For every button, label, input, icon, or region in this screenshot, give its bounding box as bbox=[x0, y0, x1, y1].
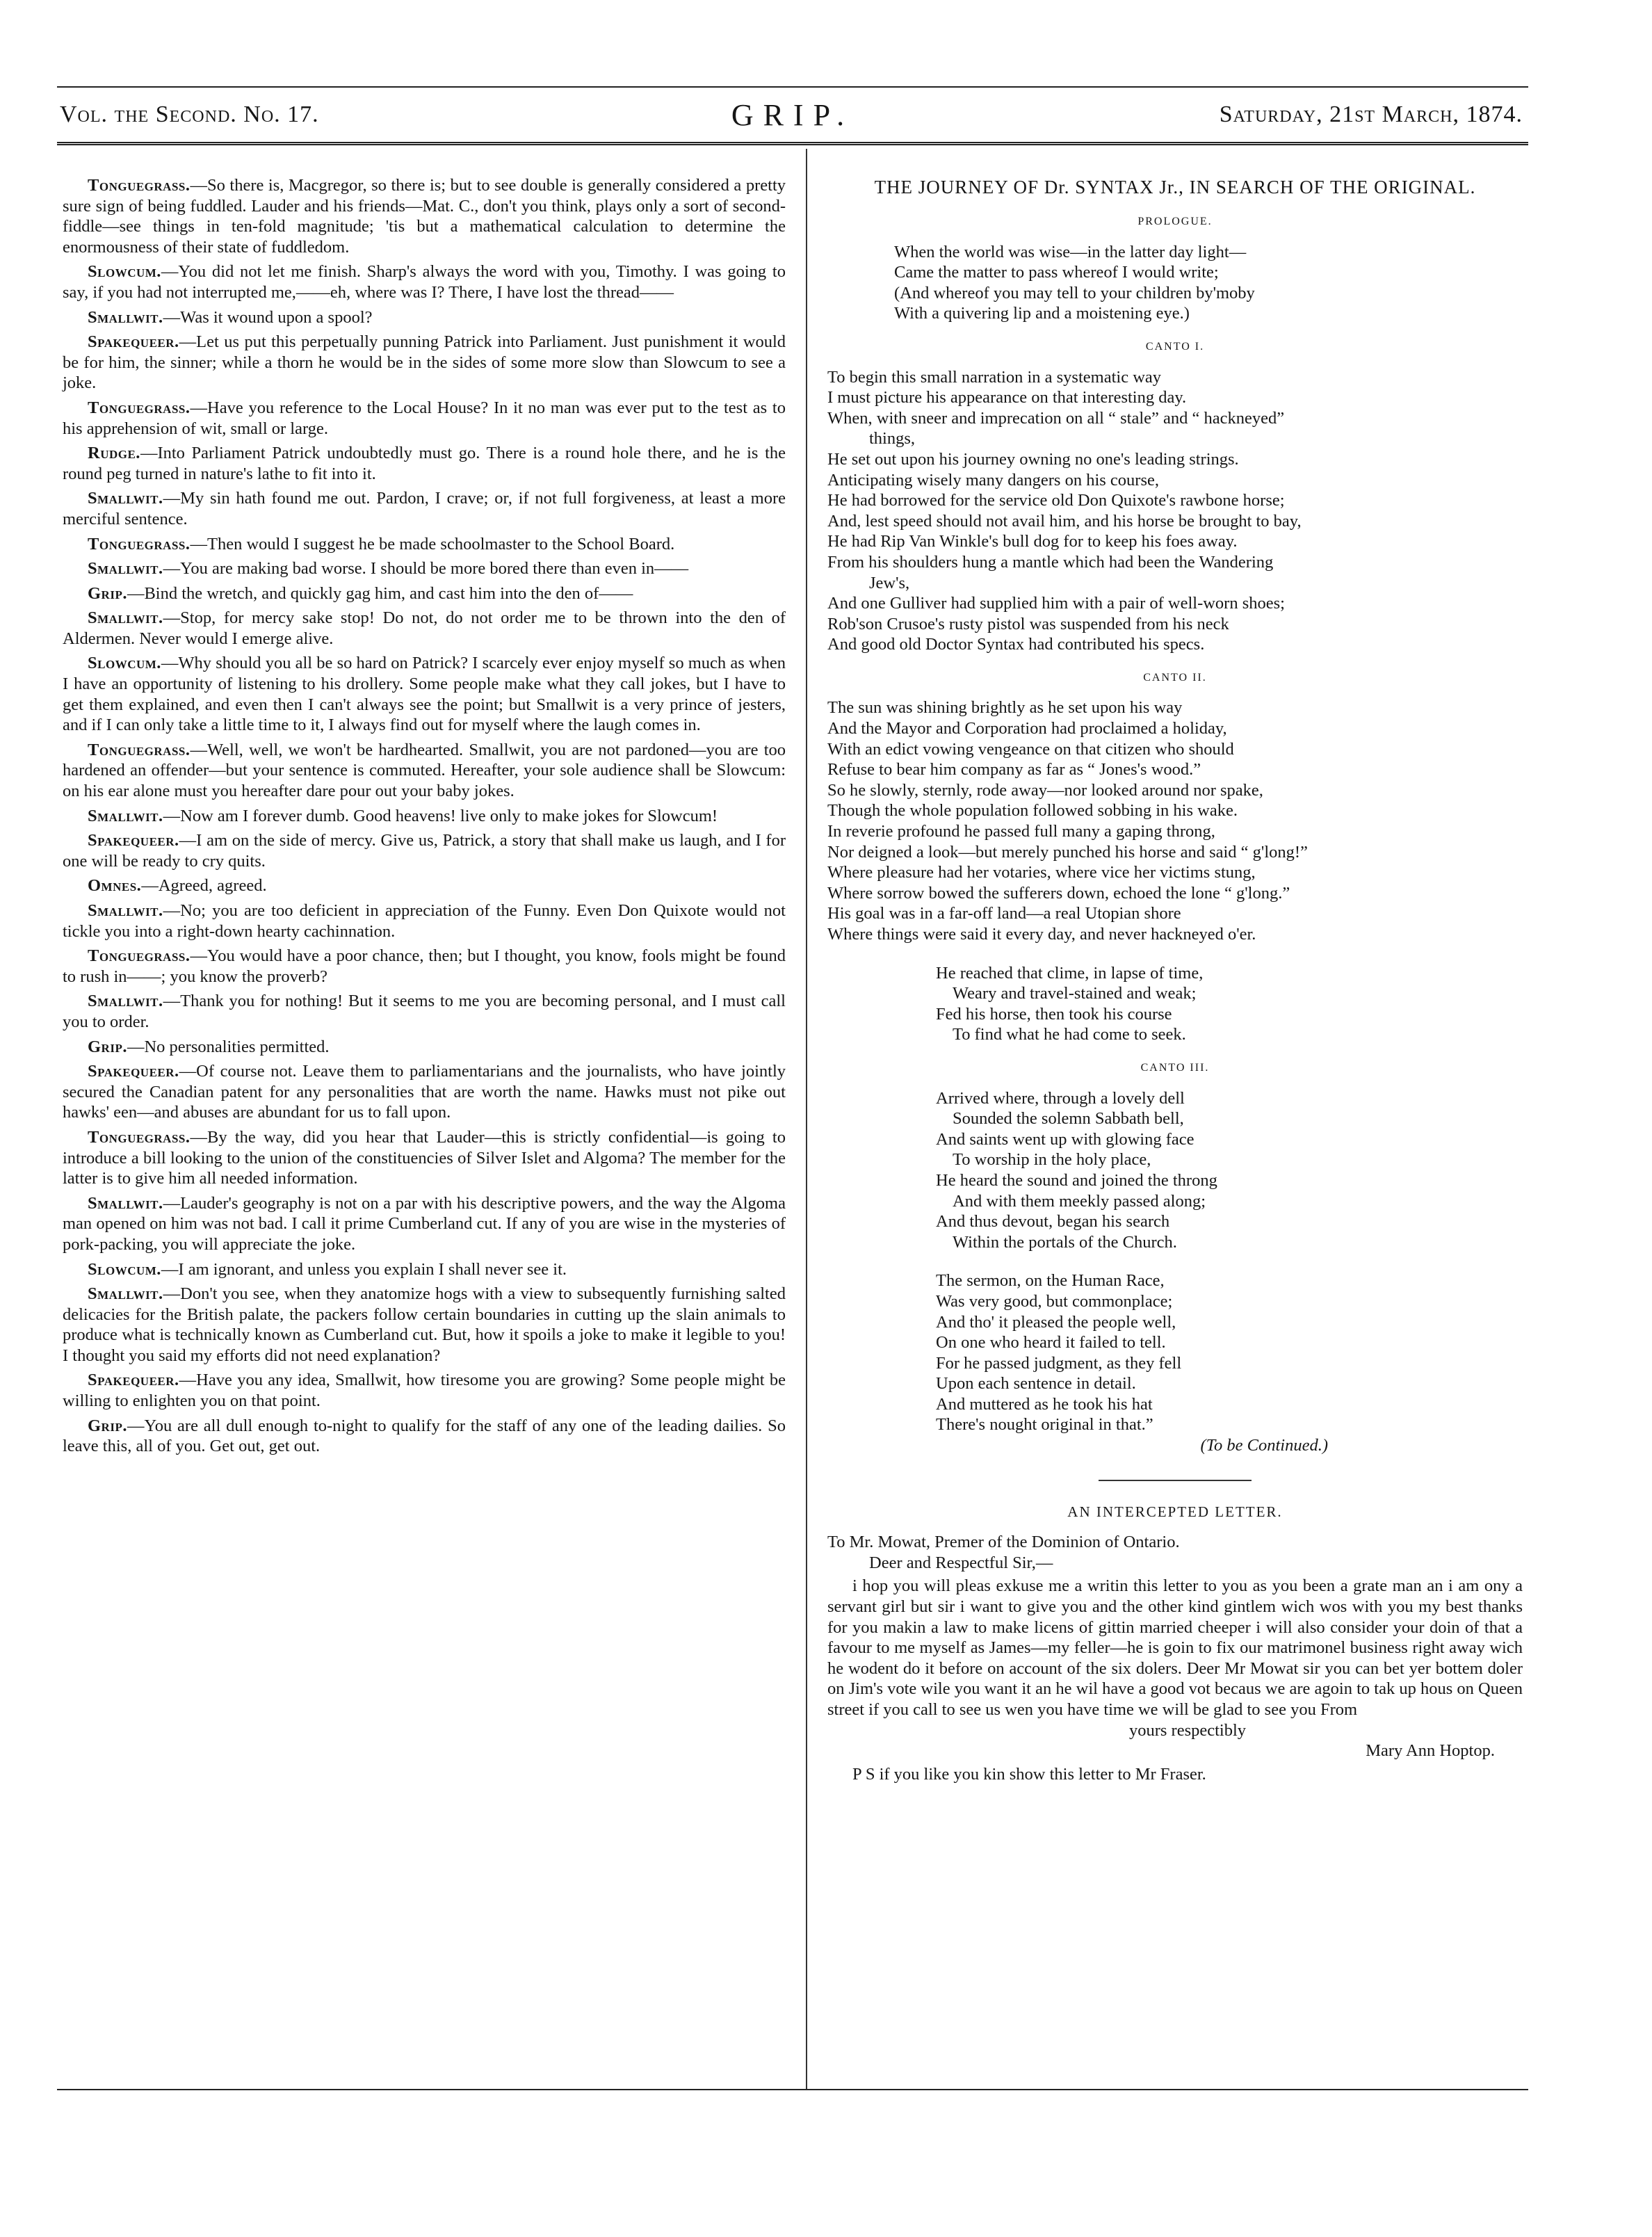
verse-line: Anticipating wisely many dangers on his course, bbox=[827, 470, 1159, 490]
verse-line: Rob'son Crusoe's rusty pistol was suspended from his neck bbox=[827, 614, 1229, 633]
speaker-name: Spakequeer. bbox=[88, 831, 179, 850]
speech-text: —You would have a poor chance, then; but I thought, you know, fools might be found to rush in——; you know the proverb? bbox=[63, 946, 786, 986]
dialogue-paragraph bbox=[63, 1061, 786, 1123]
speaker-name: Smallwit. bbox=[88, 1193, 163, 1213]
dialogue-paragraph bbox=[63, 261, 786, 302]
speech-text: —Have you any idea, Smallwit, how tiresome you are growing? Some people might be willing to enlighten you on that point. bbox=[63, 1371, 786, 1411]
verse-line: (And whereof you may tell to your children by'moby bbox=[894, 283, 1255, 302]
verse-line: Weary and travel-stained and weak; bbox=[953, 984, 1197, 1003]
canto-1-verse bbox=[827, 367, 1523, 655]
canto-1-heading: CANTO I. bbox=[1145, 340, 1205, 353]
verse-line: He heard the sound and joined the throng bbox=[936, 1170, 1217, 1190]
canto-3-verse-a bbox=[827, 1088, 1523, 1253]
verse-line: To find what he had come to seek. bbox=[953, 1025, 1186, 1044]
speech-text: —My sin hath found me out. Pardon, I crave; or, if not full forgiveness, at least a more merciful sentence. bbox=[63, 489, 786, 528]
speaker-name: Rudge. bbox=[88, 444, 140, 463]
verse-line: Fed his horse, then took his course bbox=[936, 1004, 1172, 1024]
canto-2-verse bbox=[827, 697, 1523, 944]
speaker-name: Grip. bbox=[88, 583, 127, 603]
speaker-name: Spakequeer. bbox=[88, 332, 179, 352]
dialogue-paragraph bbox=[63, 443, 786, 484]
verse-line: Arrived where, through a lovely dell bbox=[936, 1088, 1185, 1108]
dialogue-paragraph bbox=[63, 307, 786, 328]
dialogue-paragraph bbox=[63, 830, 786, 871]
speech-text: —You did not let me finish. Sharp's always the word with you, Timothy. I was going to say, if you had not interrupted me,——eh, where was I? There, I have lost the thread—— bbox=[63, 262, 786, 302]
verse-line: Upon each sentence in detail. bbox=[936, 1374, 1136, 1394]
speech-text: —Stop, for mercy sake stop! Do not, do not order me to be thrown into the den of Aldermen. Never would I emerge alive. bbox=[63, 608, 786, 648]
speech-text: —No personalities permitted. bbox=[127, 1037, 330, 1056]
speaker-name: Smallwit. bbox=[88, 608, 163, 628]
speech-text: —Agreed, agreed. bbox=[141, 876, 267, 896]
verse-line: In reverie profound he passed full many a gaping throng, bbox=[827, 822, 1215, 841]
speaker-name: Spakequeer. bbox=[88, 1371, 179, 1390]
verse-line: To begin this small narration in a systematic way bbox=[827, 367, 1162, 387]
verse-line: Was very good, but commonplace; bbox=[936, 1291, 1173, 1311]
canto-2-stanza bbox=[827, 963, 1523, 1045]
speaker-name: Smallwit. bbox=[88, 1284, 163, 1304]
dialogue-paragraph bbox=[63, 1284, 786, 1366]
letter-body: i hop you will pleas exkuse me a writin this letter to you as you been a grate man an i am ony a servant girl but sir i want to give you and the other kind gintlem wich wos with you my best thanks for you makin a law to make licens of gittin married cheeper i will also consider your doin of that a favour to me myself as James—my feller—he is goin to fix our matrimonel business right away wich he wodent do it before on account of the six dolers. Deer Mr Mowat sir you can bet yer bottem doler on Jim's vote wile you want it an he wil have a good vot becaus we are agoin to tak up hous on Queen street if you call to see us wen you have time we will be glad to see you From bbox=[827, 1576, 1523, 1719]
dialogue-paragraph bbox=[63, 1127, 786, 1189]
verse-line: His goal was in a far-off land—a real Utopian shore bbox=[827, 904, 1181, 923]
canto-2-heading: CANTO II. bbox=[1143, 671, 1207, 684]
verse-line: He set out upon his journey owning no one's leading strings. bbox=[827, 449, 1239, 469]
verse-line: He had borrowed for the service old Don Quixote's rawbone horse; bbox=[827, 491, 1285, 510]
speech-text: —Now am I forever dumb. Good heavens! live only to make jokes for Slowcum! bbox=[163, 806, 718, 825]
dialogue-paragraph bbox=[63, 991, 786, 1032]
speech-text: —You are all dull enough to-night to qualify for the staff of any one of the leading dailies. So leave this, all of you. Get out, get out. bbox=[63, 1416, 786, 1456]
verse-line: For he passed judgment, as they fell bbox=[936, 1353, 1182, 1373]
speaker-name: Smallwit. bbox=[88, 901, 163, 920]
speech-text: —Why should you all be so hard on Patrick? I scarcely ever enjoy myself so much as when I have an opportunity of listening to his drollery. Some people make what they call jokes, but I have to get them explained, and even then I can't always see the point; but Smallwit is a very prince of jesters, and if I can only take a little time to it, I always find out for myself where the laugh comes in. bbox=[63, 654, 786, 735]
verse-line: Within the portals of the Church. bbox=[953, 1232, 1177, 1252]
dialogue-paragraph bbox=[63, 946, 786, 987]
dialogue-paragraph bbox=[63, 806, 786, 827]
letter-postscript: P S if you like you kin show this letter to Mr Fraser. bbox=[852, 1764, 1206, 1784]
verse-line: Refuse to bear him company as far as “ Jones's wood.” bbox=[827, 760, 1201, 780]
canto-3-verse-b bbox=[827, 1270, 1523, 1435]
speech-text: —Let us put this perpetually punning Patrick into Parliament. Just punishment it would be for him, the sinner; while a thorn he would be in the sides of some more slow than Slowcum to see a joke. bbox=[63, 332, 786, 393]
speech-text: —So there is, Macgregor, so there is; but to see double is generally considered a pretty sure sign of being fuddled. Lauder and his friends—Mat. C., don't you think, plays only a sort of second-fiddle—see things in ten-fold magnitude; 'tis but a mathematical calculation to determine the enormousness of their state of fuddledom. bbox=[63, 176, 786, 257]
verse-line: With an edict vowing vengeance on that citizen who should bbox=[827, 739, 1234, 759]
verse-line: He reached that clime, in lapse of time, bbox=[936, 963, 1204, 983]
verse-line: And thus devout, began his search bbox=[936, 1212, 1170, 1231]
verse-line: From his shoulders hung a mantle which had been the Wandering bbox=[827, 552, 1274, 572]
speaker-name: Slowcum. bbox=[88, 262, 161, 282]
speech-text: —Into Parliament Patrick undoubtedly must go. There is a round hole there, and he is the round peg turned in nature's lathe to fit into it. bbox=[63, 444, 786, 483]
letter-signature: Mary Ann Hoptop. bbox=[1366, 1741, 1495, 1761]
speech-text: —Have you reference to the Local House? In it no man was ever put to the test as to his apprehension of wit, small or large. bbox=[63, 398, 786, 438]
verse-line: When, with sneer and imprecation on all “ stale” and “ hackneyed” bbox=[827, 408, 1285, 428]
to-be-continued: (To be Continued.) bbox=[1200, 1436, 1328, 1455]
verse-line: The sermon, on the Human Race, bbox=[936, 1271, 1165, 1291]
dialogue-paragraph bbox=[63, 534, 786, 555]
dialogue-paragraph bbox=[63, 608, 786, 649]
speech-text: —Was it wound upon a spool? bbox=[163, 307, 373, 327]
letter-closing: yours respectibly bbox=[1128, 1720, 1247, 1740]
speech-text: —By the way, did you hear that Lauder—this is strictly confidential—is going to introduce a bill looking to the union of the constituencies of Silver Islet and Algoma? The member for the latter is to give him all needed information. bbox=[63, 1127, 786, 1188]
speech-text: —No; you are too deficient in appreciation of the Funny. Even Don Quixote would not tickle you into a right-down hearty cachinnation. bbox=[63, 901, 786, 941]
bottom-rule bbox=[57, 2089, 1528, 2090]
newspaper-page bbox=[57, 86, 1528, 2094]
dialogue-paragraph bbox=[63, 1416, 786, 1457]
verse-line: On one who heard it failed to tell. bbox=[936, 1333, 1166, 1352]
speaker-name: Tonguegrass. bbox=[88, 398, 191, 417]
verse-line: Jew's, bbox=[869, 573, 910, 592]
letter-salutation: Deer and Respectful Sir,— bbox=[869, 1553, 1053, 1572]
newspaper-title: GRIP. bbox=[731, 98, 855, 132]
verse-line: And saints went up with glowing face bbox=[936, 1129, 1195, 1149]
dialogue-paragraph bbox=[63, 1259, 786, 1280]
speech-text: —Lauder's geography is not on a par with his descriptive powers, and the way the Algoma man opened on him was not bad. I call it prime Cumberland cut. If any of you are wise in the mysteries of pork-packing, you will appreciate the joke. bbox=[63, 1193, 786, 1254]
speaker-name: Smallwit. bbox=[88, 992, 163, 1011]
masthead bbox=[57, 86, 1528, 145]
verse-line: I must picture his appearance on that interesting day. bbox=[827, 388, 1187, 407]
verse-line: things, bbox=[869, 429, 916, 449]
verse-line: And, lest speed should not avail him, and his horse be brought to bay, bbox=[827, 511, 1302, 531]
speech-text: —You are making bad worse. I should be more bored there than even in—— bbox=[163, 559, 689, 579]
dialogue-paragraph bbox=[63, 1370, 786, 1411]
speaker-name: Grip. bbox=[88, 1416, 127, 1435]
dialogue-paragraph bbox=[63, 583, 786, 604]
section-divider bbox=[1099, 1480, 1252, 1481]
verse-line: And tho' it pleased the people well, bbox=[936, 1312, 1176, 1332]
speech-text: —Then would I suggest he be made schoolmaster to the School Board. bbox=[190, 534, 675, 554]
speech-text: —Bind the wretch, and quickly gag him, and cast him into the den of—— bbox=[127, 583, 633, 603]
verse-line: Where pleasure had her votaries, where vice her victims stung, bbox=[827, 863, 1256, 882]
speaker-name: Grip. bbox=[88, 1037, 127, 1056]
speaker-name: Tonguegrass. bbox=[88, 176, 191, 195]
verse-line: To worship in the holy place, bbox=[953, 1150, 1151, 1170]
speech-text: —Thank you for nothing! But it seems to me you are becoming personal, and I must call you to order. bbox=[63, 992, 786, 1031]
dialogue-paragraph bbox=[63, 901, 786, 942]
speech-text: —I am on the side of mercy. Give us, Patrick, a story that shall make us laugh, and I for one will be ready to cry quits. bbox=[63, 831, 786, 871]
verse-line: The sun was shining brightly as he set upon his way bbox=[827, 698, 1183, 718]
verse-line: Though the whole population followed sobbing in his wake. bbox=[827, 801, 1238, 821]
verse-line: When the world was wise—in the latter day light— bbox=[894, 242, 1247, 261]
verse-line: So he slowly, sternly, rode away—nor looked around nor spake, bbox=[827, 780, 1263, 800]
volume-number: Vol. the Second. No. 17. bbox=[60, 102, 319, 127]
speech-text: —I am ignorant, and unless you explain I shall never see it. bbox=[161, 1259, 567, 1279]
speech-text: —Of course not. Leave them to parliamentarians and the journalists, who have jointly secured the Canadian patent for any personalities that are worth the name. Hawks must not pike out hawks' een—and abuses are abundant for us to fall upon. bbox=[63, 1062, 786, 1122]
speaker-name: Slowcum. bbox=[88, 1259, 161, 1279]
verse-line: Came the matter to pass whereof I would write; bbox=[894, 263, 1219, 282]
canto-3-heading: CANTO III. bbox=[1140, 1061, 1210, 1074]
poem-and-letter-column bbox=[827, 175, 1523, 1784]
speaker-name: Smallwit. bbox=[88, 559, 163, 579]
speaker-name: Omnes. bbox=[88, 876, 142, 896]
speaker-name: Tonguegrass. bbox=[88, 740, 191, 759]
issue-date: Saturday, 21st March, 1874. bbox=[1219, 102, 1523, 127]
dialogue-column bbox=[63, 175, 786, 1461]
dialogue-paragraph bbox=[63, 332, 786, 394]
speaker-name: Tonguegrass. bbox=[88, 946, 191, 966]
dialogue-paragraph bbox=[63, 875, 786, 896]
verse-line: Sounded the solemn Sabbath bell, bbox=[953, 1109, 1184, 1129]
dialogue-paragraph bbox=[63, 558, 786, 579]
letter-heading: AN INTERCEPTED LETTER. bbox=[1067, 1503, 1283, 1520]
letter-address: To Mr. Mowat, Premer of the Dominion of Ontario. bbox=[827, 1533, 1180, 1552]
verse-line: And the Mayor and Corporation had proclaimed a holiday, bbox=[827, 719, 1227, 738]
verse-line: And good old Doctor Syntax had contributed his specs. bbox=[827, 635, 1205, 654]
speaker-name: Smallwit. bbox=[88, 307, 163, 327]
speaker-name: Tonguegrass. bbox=[88, 1127, 191, 1147]
verse-line: And one Gulliver had supplied him with a pair of well-worn shoes; bbox=[827, 594, 1285, 613]
speech-text: —Don't you see, when they anatomize hogs with a view to subsequently furnishing salted delicacies for the British palate, the packers follow certain boundaries in cutting up the slain animals to produce what is technically known as Cumberland cut. But, how it spoils a joke to make it legible to you! I thought you said my efforts did not need explanation? bbox=[63, 1284, 786, 1365]
dialogue-paragraph bbox=[63, 653, 786, 735]
dialogue-paragraph bbox=[63, 398, 786, 439]
prologue-verse bbox=[827, 242, 1523, 324]
speech-text: —Well, well, we won't be hardhearted. Smallwit, you are not pardoned—you are too hardened an offender—but your sentence is commuted. Hereafter, your sole audience shall be Slowcum: on his ear alone must you hereafter dare pour out your baby jokes. bbox=[63, 740, 786, 801]
verse-line: Nor deigned a look—but merely punched his horse and said “ g'long!” bbox=[827, 842, 1308, 862]
verse-line: With a quivering lip and a moistening eye.) bbox=[894, 304, 1190, 323]
speaker-name: Smallwit. bbox=[88, 806, 163, 825]
speaker-name: Tonguegrass. bbox=[88, 534, 191, 554]
speaker-name: Spakequeer. bbox=[88, 1062, 179, 1081]
verse-line: And muttered as he took his hat bbox=[936, 1394, 1153, 1414]
prologue-heading: PROLOGUE. bbox=[1137, 216, 1213, 227]
verse-line: Where things were said it every day, and never hackneyed o'er. bbox=[827, 925, 1256, 944]
verse-line: And with them meekly passed along; bbox=[953, 1191, 1206, 1211]
dialogue-paragraph bbox=[63, 1193, 786, 1255]
dialogue-paragraph bbox=[63, 488, 786, 529]
speaker-name: Slowcum. bbox=[88, 654, 161, 673]
column-divider bbox=[806, 149, 807, 2089]
poem-title: THE JOURNEY OF Dr. SYNTAX Jr., IN SEARCH OF THE ORIGINAL. bbox=[874, 177, 1476, 197]
speaker-name: Smallwit. bbox=[88, 489, 163, 508]
verse-line: He had Rip Van Winkle's bull dog for to keep his foes away. bbox=[827, 532, 1238, 551]
dialogue-paragraph bbox=[63, 1037, 786, 1058]
verse-line: There's nought original in that.” bbox=[936, 1415, 1153, 1435]
dialogue-paragraph bbox=[63, 740, 786, 802]
verse-line: Where sorrow bowed the sufferers down, echoed the lone “ g'long.” bbox=[827, 883, 1290, 903]
dialogue-paragraph bbox=[63, 175, 786, 257]
